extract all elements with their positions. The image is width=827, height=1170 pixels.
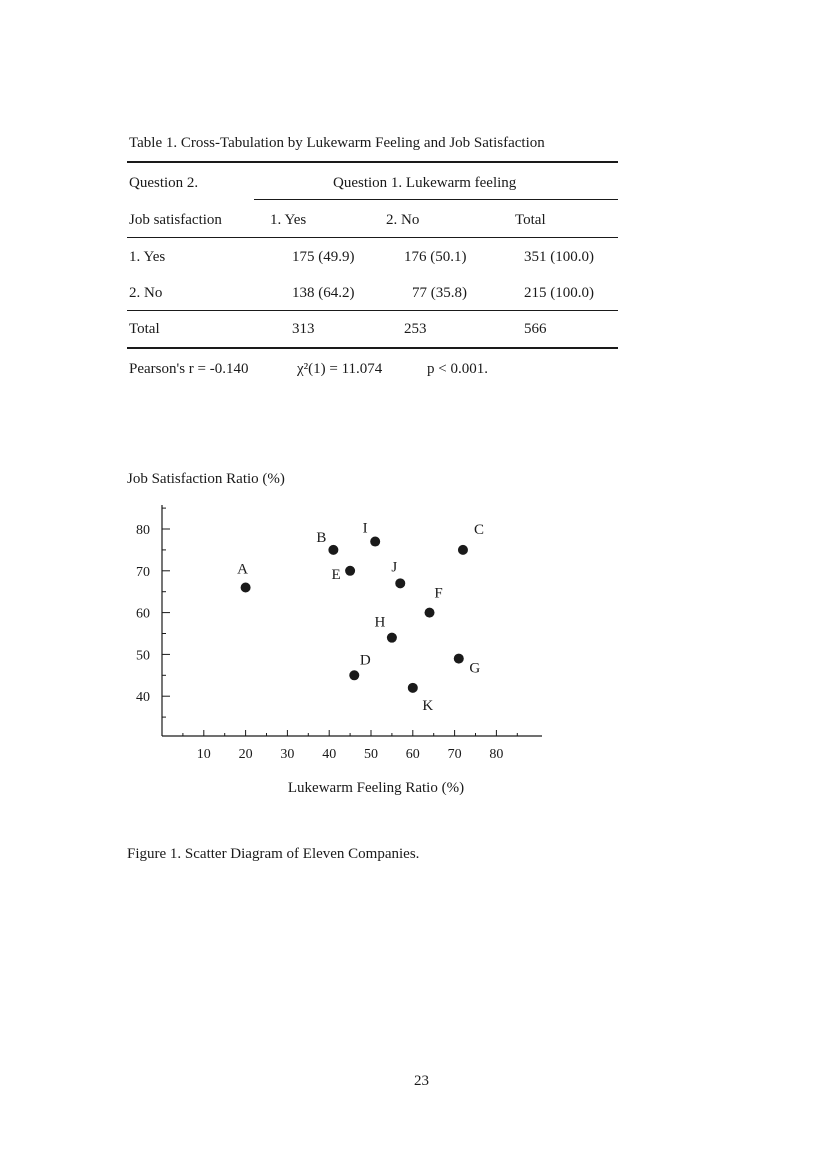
data-point-label: G (469, 660, 481, 677)
data-point-label: A (237, 561, 249, 578)
data-point-label: F (434, 585, 443, 602)
x-axis-label: Lukewarm Feeling Ratio (%) (287, 780, 465, 796)
table-stat-pearson: Pearson's r = -0.140 (129, 361, 249, 377)
x-tick-label: 50 (364, 747, 378, 762)
table-row-label: 2. No (129, 285, 163, 301)
table-col-header-no: 2. No (386, 212, 420, 228)
data-point-label: D (359, 652, 371, 669)
table-col-header-yes: 1. Yes (270, 212, 307, 228)
y-axis-label: Job Satisfaction Ratio (%) (127, 471, 285, 487)
table-cell: 77 (35.8) (412, 285, 467, 301)
data-point (408, 683, 418, 693)
data-point-label: B (316, 529, 327, 546)
data-point-label: H (374, 614, 386, 631)
data-point-label: C (473, 521, 484, 538)
data-point (395, 578, 405, 588)
table-cell: 175 (49.9) (292, 249, 355, 265)
y-tick-label: 50 (136, 648, 150, 664)
data-point (387, 633, 397, 643)
page-number: 23 (414, 1073, 429, 1089)
data-point (370, 537, 380, 547)
data-point-label: J (391, 559, 398, 576)
table-row-label: Total (129, 321, 160, 337)
data-point-label: E (331, 566, 341, 583)
x-tick-label: 70 (447, 747, 462, 762)
table-row-label: 1. Yes (129, 249, 166, 265)
table-col-header-total: Total (515, 212, 546, 228)
x-tick-label: 30 (280, 747, 295, 762)
x-tick-label: 40 (322, 747, 337, 762)
table-cell: 138 (64.2) (292, 285, 355, 301)
data-point-label: I (362, 520, 368, 537)
y-tick-label: 80 (136, 523, 150, 538)
x-tick-label: 60 (405, 747, 420, 762)
table-cell: 215 (100.0) (524, 285, 594, 301)
table-cell: 313 (292, 321, 315, 337)
x-tick-label: 20 (238, 747, 253, 762)
table-q1-header: Question 1. Lukewarm feeling (333, 175, 517, 191)
data-point (454, 654, 464, 664)
chart-axes (162, 505, 542, 736)
data-point (241, 583, 251, 593)
table-cell: 566 (524, 321, 547, 337)
x-tick-label: 10 (196, 747, 211, 762)
chart-points (237, 521, 484, 714)
table-q2-header: Question 2. (129, 175, 199, 191)
table-caption: Table 1. Cross-Tabulation by Lukewarm Feeling and Job Satisfaction (129, 135, 545, 151)
y-tick-label: 70 (136, 564, 150, 580)
table-cell: 176 (50.1) (404, 249, 467, 265)
data-point (328, 545, 338, 555)
data-point-label: K (422, 697, 434, 714)
figure-caption: Figure 1. Scatter Diagram of Eleven Companies. (127, 846, 420, 862)
data-point (345, 566, 355, 576)
table-stat-p: p < 0.001. (427, 361, 488, 377)
table-cell: 351 (100.0) (524, 249, 594, 265)
data-point (349, 670, 359, 680)
table-cell: 253 (404, 321, 427, 337)
y-tick-label: 40 (136, 690, 150, 706)
x-tick-label: 80 (489, 747, 504, 762)
data-point (458, 545, 468, 555)
y-tick-label: 60 (136, 606, 150, 622)
table-row-header: Job satisfaction (129, 212, 222, 228)
table-stat-chi: χ²(1) = 11.074 (297, 361, 383, 377)
data-point (425, 608, 435, 618)
